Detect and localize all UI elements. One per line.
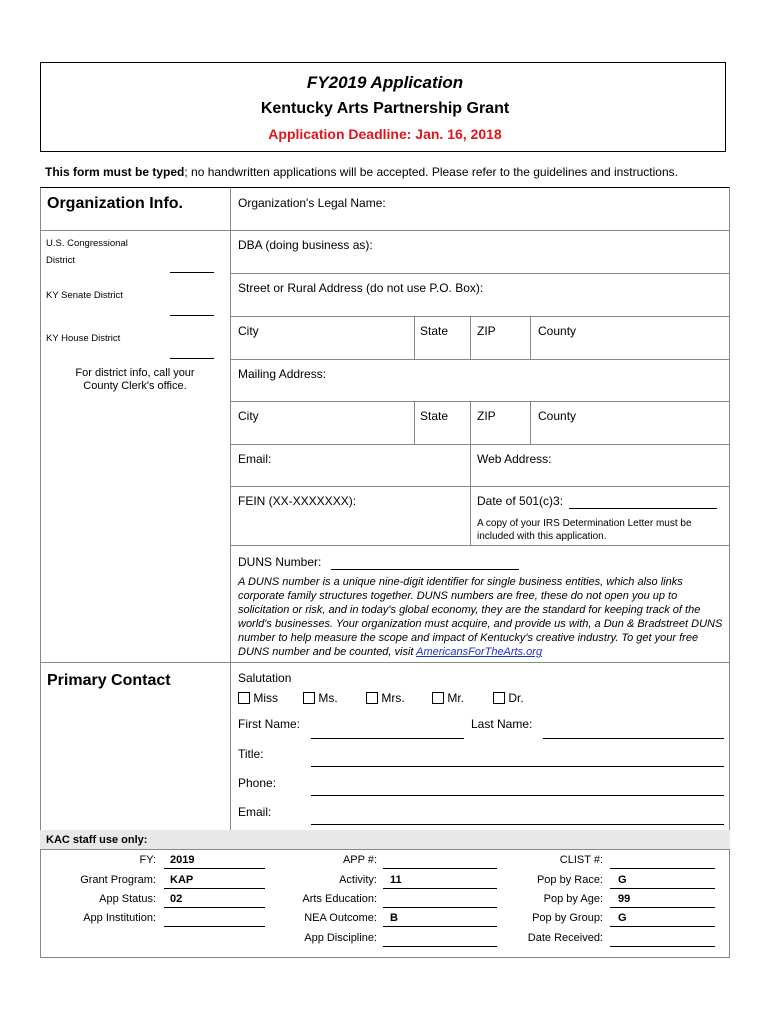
title-input-line[interactable] <box>311 766 724 767</box>
app-institution-line <box>164 926 265 927</box>
fy-value[interactable]: 2019 <box>170 854 195 866</box>
arts-education-line <box>383 907 497 908</box>
row-divider <box>230 273 730 274</box>
cell-divider <box>470 316 471 359</box>
mailing-state-label: State <box>420 409 449 423</box>
cell-divider <box>414 401 415 444</box>
column-divider <box>230 188 231 830</box>
pop-race-value[interactable]: G <box>618 874 627 886</box>
cell-divider <box>470 444 471 545</box>
phone-input-line[interactable] <box>311 795 724 796</box>
city-label: City <box>238 324 259 338</box>
salutation-ms[interactable] <box>303 691 338 705</box>
staff-heading: KAC staff use only: <box>46 834 148 846</box>
first-name-input-line[interactable] <box>311 738 464 739</box>
row-divider <box>230 486 730 487</box>
org-email-label: Email: <box>238 452 272 466</box>
pop-group-value[interactable]: G <box>618 912 627 924</box>
activity-label: Activity: <box>339 874 377 886</box>
app-status-line <box>164 907 265 908</box>
date-received-label: Date Received: <box>527 932 603 944</box>
arts-education-label: Arts Education: <box>302 893 377 905</box>
app-status-label: App Status: <box>99 893 156 905</box>
pop-race-label: Pop by Race: <box>536 874 603 886</box>
cell-divider <box>530 401 531 444</box>
date501-label: Date of 501(c)3: <box>477 494 564 508</box>
americans-for-the-arts-link[interactable]: AmericansForTheArts.org <box>416 646 543 658</box>
checkbox-miss[interactable] <box>238 692 250 704</box>
grant-program-line <box>164 888 265 889</box>
state-label: State <box>420 324 449 338</box>
grant-program-value[interactable]: KAP <box>170 874 194 886</box>
row-divider <box>230 230 730 231</box>
first-name-label: First Name: <box>238 717 301 731</box>
salutation-dr[interactable] <box>493 691 524 705</box>
nea-outcome-line <box>383 926 497 927</box>
activity-line <box>383 888 497 889</box>
district-info-line2: County Clerk's office. <box>83 380 187 392</box>
pop-age-line <box>610 907 715 908</box>
date-received-line <box>610 946 715 947</box>
nea-outcome-value[interactable]: B <box>390 912 398 924</box>
pop-group-line <box>610 926 715 927</box>
checkbox-ms[interactable] <box>303 692 315 704</box>
checkbox-mr[interactable] <box>432 692 444 704</box>
cell-divider <box>530 316 531 359</box>
title-label: Title: <box>238 747 264 761</box>
app-num-label: APP #: <box>342 854 377 866</box>
congressional-label: U.S. Congressional <box>46 238 128 249</box>
pop-group-label: Pop by Group: <box>532 912 603 924</box>
last-name-label: Last Name: <box>471 717 533 731</box>
duns-input-line[interactable] <box>331 569 519 570</box>
district-info-line1: For district info, call your <box>75 367 195 379</box>
contact-email-label: Email: <box>238 805 272 819</box>
app-num-line <box>383 868 497 869</box>
irs-note <box>477 517 692 543</box>
checkbox-dr[interactable] <box>493 692 505 704</box>
fy-line <box>164 868 265 869</box>
contact-divider <box>40 662 730 663</box>
pop-age-label: Pop by Age: <box>543 893 603 905</box>
nea-outcome-label: NEA Outcome: <box>304 912 377 924</box>
duns-description-text: A DUNS number is a unique nine-digit identifier for single business entities, which also links corporate family structures together. DUNS numbers are free, these do not open you up to solicitation or risk, and in today's global economy, they are the standard for keeping track of the world's businesses. Your organization must acquire, and provide us with, a Dun & Bradstreet DUNS number to help measure the scope and impact of Kentucky's creative industry. To get your free DUNS number and be counted, visit <box>238 576 723 658</box>
option-mrs-label: Mrs. <box>381 691 405 705</box>
clist-label: CLIST #: <box>559 854 603 866</box>
app-institution-label: App Institution: <box>83 912 156 924</box>
row-divider <box>230 444 730 445</box>
row-divider <box>230 401 730 402</box>
pop-race-line <box>610 888 715 889</box>
section-title-org: Organization Info. <box>47 195 183 212</box>
congressional-input-line[interactable] <box>170 272 214 273</box>
app-status-value[interactable]: 02 <box>170 893 183 905</box>
irs-note-line1: A copy of your IRS Determination Letter must be <box>477 518 692 529</box>
mailing-city-label: City <box>238 409 259 423</box>
date501-input-line[interactable] <box>569 508 717 509</box>
form-title: FY2019 Application <box>306 73 464 92</box>
salutation-mr[interactable] <box>432 691 464 705</box>
notice-rest: ; no handwritten applications will be accepted. Please refer to the guidelines and instructions. <box>184 165 678 179</box>
row-divider <box>230 545 730 546</box>
house-label: KY House District <box>46 333 121 344</box>
zip-label: ZIP <box>477 324 496 338</box>
mailing-zip-label: ZIP <box>477 409 496 423</box>
duns-description <box>238 575 724 659</box>
org-title-divider <box>40 230 230 231</box>
senate-input-line[interactable] <box>170 315 214 316</box>
cell-divider <box>414 316 415 359</box>
section-title-contact: Primary Contact <box>47 672 171 689</box>
salutation-mrs[interactable] <box>366 691 405 705</box>
option-ms-label: Ms. <box>318 691 338 705</box>
salutation-label: Salutation <box>238 671 292 685</box>
option-miss-label: Miss <box>253 691 279 705</box>
form-subtitle: Kentucky Arts Partnership Grant <box>260 100 510 117</box>
web-label: Web Address: <box>477 452 552 466</box>
salutation-miss[interactable] <box>238 691 278 705</box>
district-label: District <box>46 255 76 266</box>
option-dr-label: Dr. <box>508 691 524 705</box>
house-input-line[interactable] <box>170 358 214 359</box>
phone-label: Phone: <box>238 776 277 790</box>
clist-line <box>610 868 715 869</box>
mailing-label: Mailing Address: <box>238 367 327 381</box>
app-discipline-label: App Discipline: <box>304 932 377 944</box>
activity-value[interactable]: 11 <box>390 874 402 886</box>
dba-label: DBA (doing business as): <box>238 238 373 252</box>
app-discipline-line <box>383 946 497 947</box>
pop-age-value[interactable]: 99 <box>618 893 631 905</box>
row-divider <box>230 359 730 360</box>
legal-name-label: Organization's Legal Name: <box>238 196 386 210</box>
fein-label: FEIN (XX-XXXXXXX): <box>238 494 357 508</box>
checkbox-mrs[interactable] <box>366 692 378 704</box>
cell-divider <box>470 401 471 444</box>
senate-label: KY Senate District <box>46 290 123 301</box>
district-info <box>40 367 230 393</box>
notice-bold: This form must be typed <box>45 165 185 179</box>
street-label: Street or Rural Address (do not use P.O. Box): <box>238 281 484 295</box>
form-notice <box>45 165 678 179</box>
fy-label: FY: <box>139 854 156 866</box>
duns-label: DUNS Number: <box>238 555 322 569</box>
contact-email-input-line[interactable] <box>311 824 724 825</box>
last-name-input-line[interactable] <box>543 738 724 739</box>
irs-note-line2: included with this application. <box>477 531 607 542</box>
row-divider <box>230 316 730 317</box>
deadline-text: Application Deadline: Jan. 16, 2018 <box>268 126 502 142</box>
county-label: County <box>538 324 577 338</box>
option-mr-label: Mr. <box>447 691 465 705</box>
grant-program-label: Grant Program: <box>80 874 156 886</box>
mailing-county-label: County <box>538 409 577 423</box>
